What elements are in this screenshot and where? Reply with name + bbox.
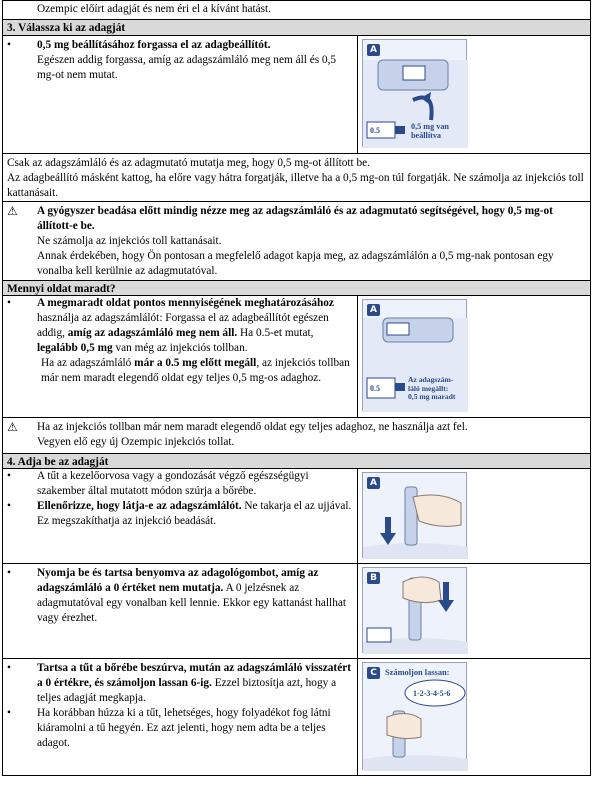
figure-label: B xyxy=(367,572,380,584)
list-item: • A megmaradt oldat pontos mennyiségének meghatározásához használja az adagszámlálót: Forgassa el az adagbeállítót egészen addig, amíg az adagszámláló meg nem áll. Ha 0.5-et mutat, legalább 0,5 mg van még az injekciós tollban. Ha az adagszámláló már a 0.5 mg előtt megáll, az injekciós tollban már nem maradt elegendő oldat egy teljes 0,5 mg-os adaghoz. xyxy=(7,297,350,384)
injection-illustration-c xyxy=(363,663,468,771)
section-4-step-a-row xyxy=(2,469,591,564)
injection-figure-a xyxy=(362,472,467,558)
dose-counter-value: 0.5 xyxy=(370,384,380,393)
dose-selector-figure xyxy=(362,39,467,147)
section-3-heading: 3. Válassza ki az adagját xyxy=(2,20,591,36)
section-3-step-row xyxy=(2,36,591,154)
list-item: • Nyomja be és tartsa benyomva az adagológombot, amíg az adagszámláló a 0 értéket nem mutatja. A 0 jelzésnek az adagmutatóval egy vonalban kell lennie. Ekkor egy kattanást hallhat vagy érezhet. xyxy=(7,567,346,624)
injection-figure-b xyxy=(362,567,467,653)
figure-label: A xyxy=(367,477,380,489)
list-item: • Ha korábban húzza ki a tűt, lehetséges, hogy folyadékot fog látni kiáramolni a tű hegyén. Ez azt jelenti, hogy nem adta be a teljes adagot. xyxy=(7,706,331,749)
warning-icon: ⚠ xyxy=(7,420,18,434)
top-line-text: Ozempic előírt adagját és nem éri el a kívánt hatást. xyxy=(37,3,272,15)
remaining-solution-row xyxy=(2,296,591,418)
section-4-step-b-row xyxy=(2,564,591,659)
figure-label: A xyxy=(367,44,380,56)
list-item: • A tűt a kezelőorvosa vagy a gondozását végző egészségügyi szakember által mutatott módon szúrja a bőrébe. xyxy=(7,470,309,497)
top-continuation-line xyxy=(2,0,591,20)
count-sequence: 1-2-3-4-5-6 xyxy=(413,689,451,698)
step-instruction-text: Egészen addig forgassa, amíg az adagszámláló meg nem áll és 0,5 mg-ot nem mutat. xyxy=(37,53,337,81)
remaining-dose-figure xyxy=(362,299,467,411)
figure-label: A xyxy=(367,304,380,316)
figure-caption: 0,5 mg van beállítva xyxy=(411,122,449,141)
dose-counter-value: 0.5 xyxy=(370,126,380,135)
list-item: • 0,5 mg beállításához forgassa el az adagbeállítót. Egészen addig forgassa, amíg az adagszámláló meg nem áll és 0,5 mg-ot nem mutat. xyxy=(7,39,337,81)
list-item: • Tartsa a tűt a bőrébe beszúrva, mután az adagszámláló visszatért a 0 értékre, és számoljon lassan 6-ig. Ezzel biztosítja azt, hogy a teljes adagját megkapja. xyxy=(7,662,351,704)
figure-caption: Az adagszám- láló megállt: 0,5 mg maradt xyxy=(408,375,456,402)
document xyxy=(2,0,591,776)
count-caption: Számoljon lassan: xyxy=(385,668,450,677)
insufficient-solution-warning: ⚠ Ha az injekciós tollban már nem maradt elegendő oldat egy teljes adaghoz, ne használja azt fel. Vegyen elő egy új Ozempic injekciós tollat. xyxy=(2,418,591,454)
dose-check-warning: ⚠ A gyógyszer beadása előtt mindig nézze meg az adagszámláló és az adagmutató segítségével, hogy 0,5 mg-ot állított-e be. Ne számolja az injekciós toll kattanásait. Annak érdekében, hogy Ön pontosan a megfelelő adagot kapja meg, az adagszámlálón a 0,5 mg-nak pontosan egy vonalba kell kerülnie az adagmutatóval. xyxy=(2,202,591,281)
section-4-step-c-row xyxy=(2,659,591,776)
remaining-solution-heading: Mennyi oldat maradt? xyxy=(2,281,591,296)
injection-figure-c xyxy=(362,662,467,770)
section-4-heading: 4. Adja be az adagját xyxy=(2,454,591,469)
list-item: • Ellenőrizze, hogy látja-e az adagszámlálót. Ne takarja el az ujjával. Ez megszakíthatja az injekció beadását. xyxy=(7,499,352,527)
warning-icon: ⚠ xyxy=(7,204,18,218)
figure-label: C xyxy=(367,667,380,679)
dose-counter-note: Csak az adagszámláló és az adagmutató mutatja meg, hogy 0,5 mg-ot állított be. Az adagbeállító másként kattog, ha előre vagy hátra forgatják, illetve ha a 0,5 mg-on túl forgatják. Ne számolja az injekciós toll kattanásait. xyxy=(2,154,591,202)
step-instruction-bold: 0,5 mg beállításához forgassa el az adagbeállítót. xyxy=(37,39,271,51)
